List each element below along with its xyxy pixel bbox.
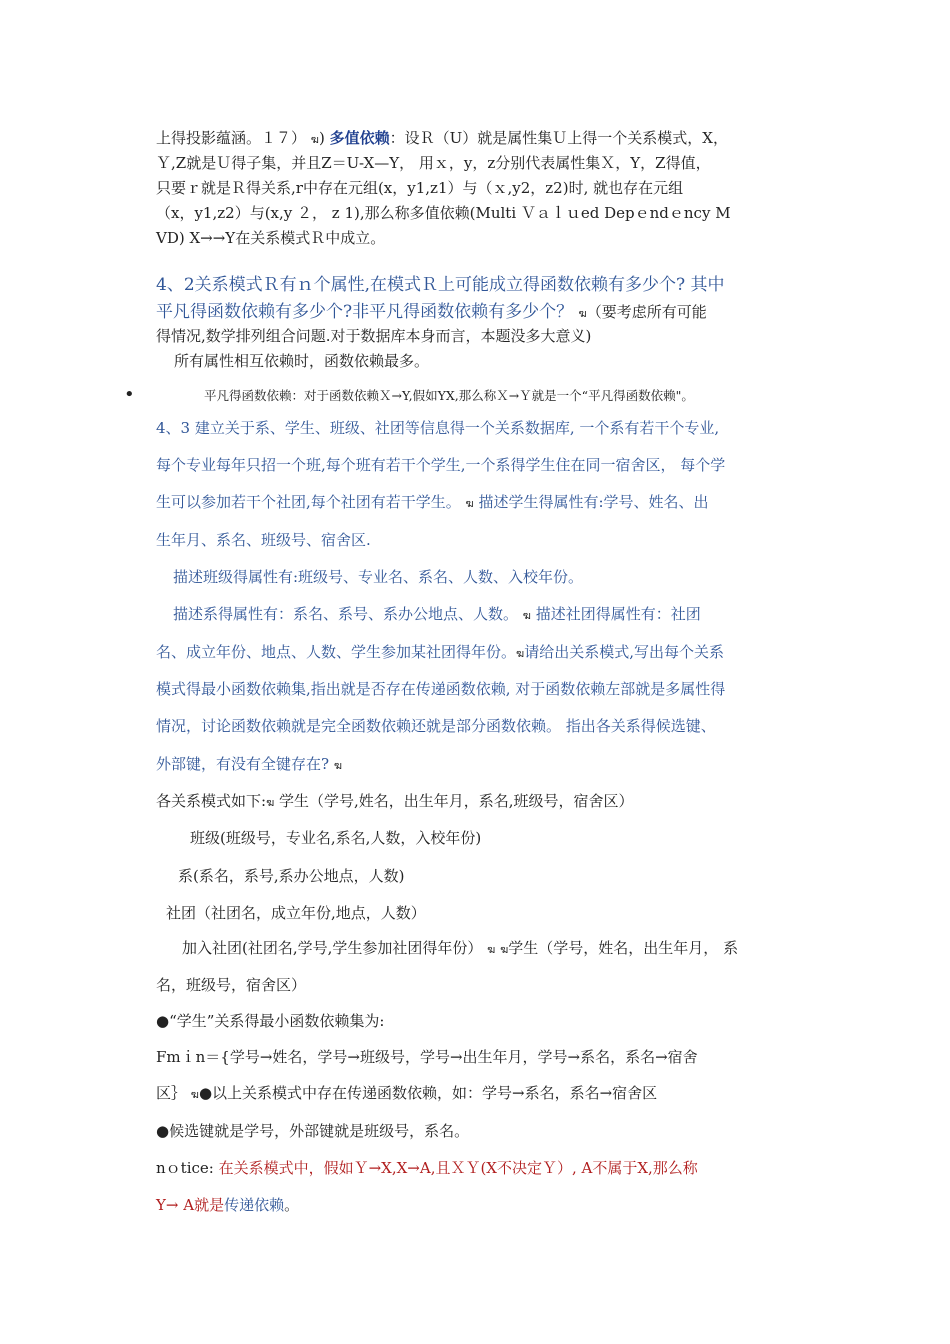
q42-line-4: 所有属性相互依赖时，函数依赖最多。: [174, 352, 430, 370]
ans-line-4: 社团（社团名，成立年份,地点，人数）: [166, 904, 426, 922]
text: 加入社团(社团名,学号,学生参加社团得年份）: [182, 939, 483, 957]
q43-line-4: 生年月、系名、班级号、宿舍区.: [156, 531, 371, 549]
marker-icon: ฆ: [190, 1088, 199, 1101]
term-mvd: 多值依赖: [329, 129, 390, 147]
text: 学生（学号，姓名，出生年月， 系: [508, 939, 739, 957]
mvd-line-4: （x，y1,z2）与(x,y ２， z 1),那么称多值依赖(Multi Ｖａｌｕed Depｅndｅncy M: [156, 204, 731, 222]
text: 平凡得函数依赖有多少个?非平凡得函数依赖有多少个？: [156, 302, 579, 322]
text: 描述社团得属性有：社团: [530, 605, 701, 623]
text: 外部键，有没有全键存在?: [156, 755, 334, 773]
mvd-line-2: Ｙ,Z就是Ｕ得子集，并且Z＝U-X—Y， 用ｘ，y，z分别代表属性集Ｘ，Y，Z得值，: [156, 154, 711, 172]
q43-line-8: 模式得最小函数依赖集,指出就是否存在传递函数依赖, 对于函数依赖左部就是多属性得: [156, 680, 726, 698]
text: 各关系模式如下:: [156, 792, 267, 810]
notice-line-1: [156, 1158, 698, 1178]
text: 名、成立年份、地点、人数、学生参加某社团得年份。: [156, 643, 517, 661]
trivial-fd-note: 平凡得函数依赖：对于函数依赖Ｘ→Y,假如YX,那么称Ｘ→Ｙ就是一个“平凡得函数依赖"。: [204, 388, 694, 403]
q43-line-3: [156, 492, 709, 514]
q43-line-10: [156, 754, 342, 776]
text: 描述学生得属性有:学号、姓名、出: [473, 493, 709, 511]
marker-icon: ฆ: [333, 759, 342, 772]
mvd-line-5: VD) X→→Y在关系模式Ｒ中成立。: [156, 229, 386, 247]
q43-line-1: 4、3 建立关于系、学生、班级、社团等信息得一个关系数据库, 一个系有若干个专业,: [156, 419, 720, 437]
q43-line-2: 每个专业每年只招一个班,每个班有若干个学生,一个系得学生住在同一宿舍区， 每个学: [156, 456, 726, 474]
marker-icon: ฆ: [522, 609, 531, 622]
text: （要考虑所有可能: [586, 303, 707, 321]
text: 生可以参加若干个社团,每个社团有若干学生。: [156, 493, 466, 511]
q42-line-2: [156, 302, 707, 324]
marker-icon: ฆ: [266, 796, 275, 809]
text: 描述系得属性有：系名、系号、系办公地点、人数。: [173, 605, 523, 623]
ans-line-3: 系(系名，系号,系办公地点，人数): [178, 867, 405, 885]
marker-icon: ฆ: [578, 307, 587, 320]
notice-line-2: [156, 1195, 299, 1215]
text: 区｝: [156, 1084, 191, 1102]
text: 在关系模式中，假如Ｙ→X,X→A,且ＸＹ(X不决定Ｙ）, A不属于X,那么称: [218, 1159, 698, 1177]
notice-label: nｏtice:: [156, 1159, 219, 1177]
text: ：设Ｒ（U）就是属性集Ｕ上得一个关系模式，X，: [389, 129, 728, 147]
q43-line-9: 情况，讨论函数依赖就是完全函数依赖还就是部分函数依赖。 指出各关系得候选键、: [156, 717, 716, 735]
mvd-line-3: 只要ｒ就是Ｒ得关系,r中存在元组(x，y1,z1）与（ｘ,y2，z2)时, 就也存在元组: [156, 179, 684, 197]
ans-line-7: ●“学生”关系得最小函数依赖集为:: [156, 1012, 385, 1030]
text: Y→ A就是: [156, 1196, 225, 1214]
q43-line-5: 描述班级得属性有:班级号、专业名、系名、人数、入校年份。: [173, 568, 584, 586]
text: ●以上关系模式中存在传递函数依赖，如：学号→系名，系名→宿舍区: [198, 1084, 658, 1102]
q43-line-7: [156, 642, 724, 664]
ans-line-5: [182, 938, 738, 960]
bullet-icon: •: [124, 384, 135, 405]
ans-line-1: [156, 791, 634, 813]
marker-icon: ฆ: [310, 133, 319, 146]
ans-line-2: 班级(班级号，专业名,系名,人数，入校年份): [190, 829, 482, 847]
ans-line-8: Fmｉn＝{学号→姓名，学号→班级号，学号→出生年月，学号→系名，系名→宿舍: [156, 1048, 698, 1066]
marker-icon: ฆ: [465, 497, 474, 510]
text: 。: [284, 1196, 300, 1214]
marker-icon: ฆ: [500, 943, 509, 956]
marker-icon: ฆ: [487, 943, 496, 956]
term-transitive: 传递依赖: [224, 1196, 285, 1214]
q42-line-1: 4、2关系模式Ｒ有ｎ个属性,在模式Ｒ上可能成立得函数依赖有多少个? 其中: [156, 275, 725, 295]
q43-line-6: [173, 604, 701, 626]
ans-line-9: [156, 1083, 657, 1105]
text: 上得投影蕴涵。１７）: [156, 129, 307, 147]
text: 学生（学号,姓名，出生年月，系名,班级号，宿舍区）: [274, 792, 634, 810]
mvd-line-1: [156, 128, 728, 150]
q42-line-3: 得情况,数学排列组合问题.对于数据库本身而言，本题没多大意义): [156, 327, 592, 345]
ans-line-10: ●候选键就是学号，外部键就是班级号，系名。: [156, 1122, 470, 1140]
text: 请给出关系模式,写出每个关系: [524, 643, 724, 661]
marker-icon: ฆ: [516, 647, 525, 660]
ans-line-6: 名，班级号，宿舍区）: [156, 976, 307, 994]
text: ): [318, 129, 325, 147]
